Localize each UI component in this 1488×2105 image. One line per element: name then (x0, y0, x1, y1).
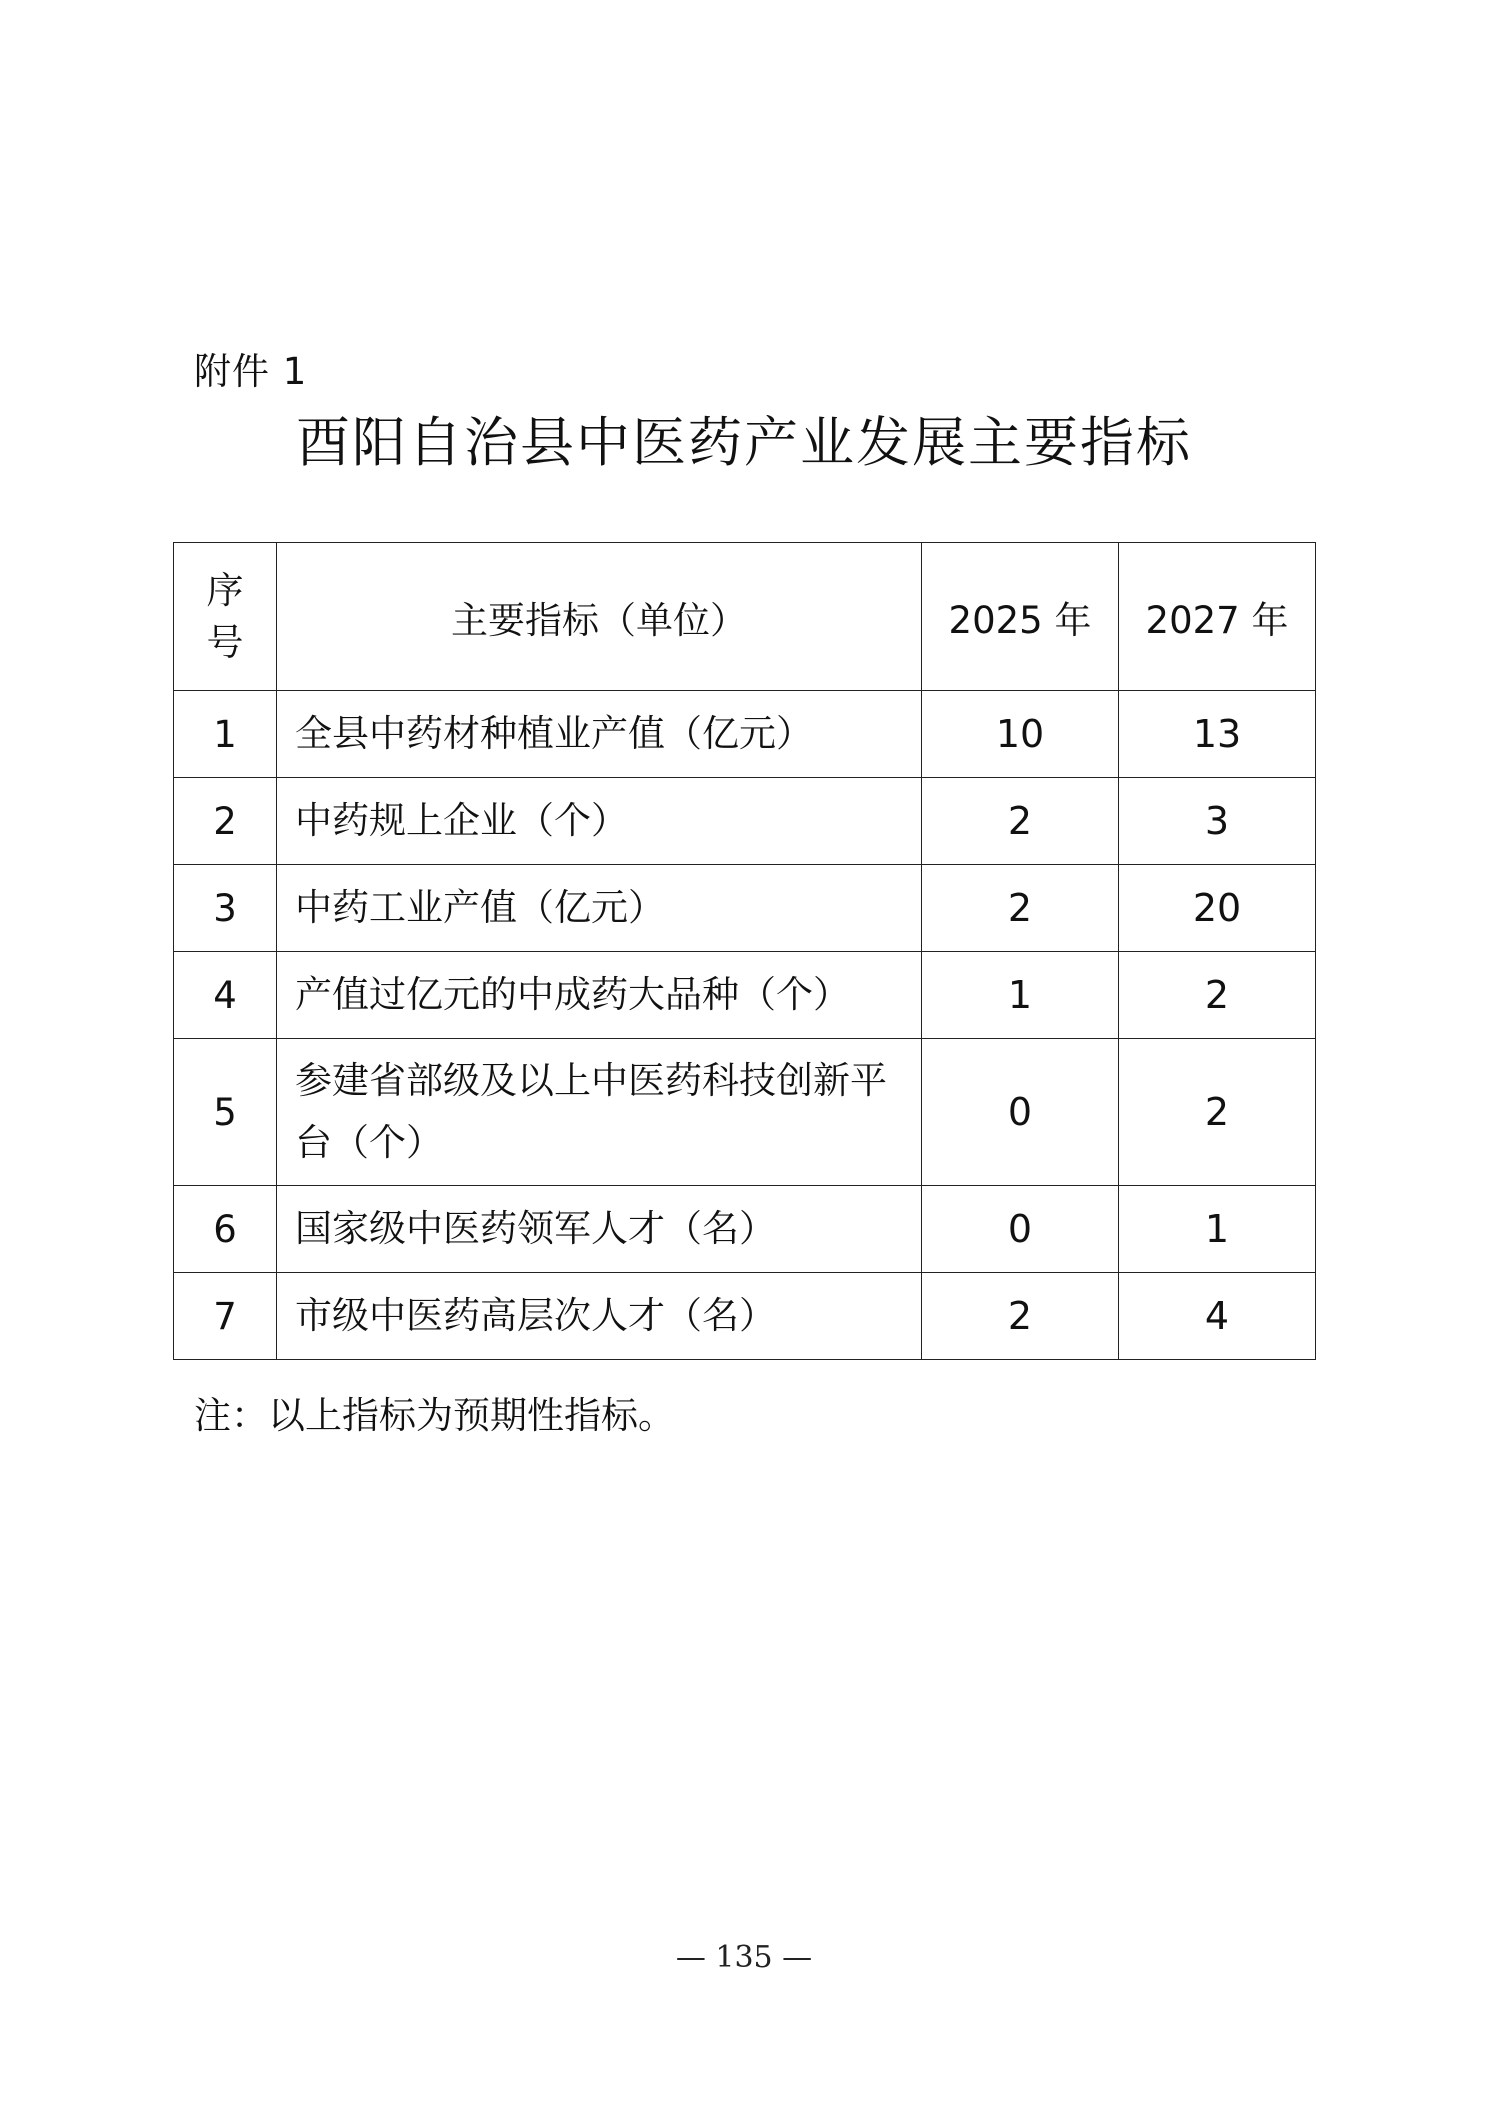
row-value-2025: 10 (922, 691, 1119, 778)
table-header-row (174, 543, 1316, 691)
row-value-2027: 2 (1119, 952, 1316, 1039)
row-value-2025: 0 (922, 1039, 1119, 1186)
table-row (174, 691, 1316, 778)
row-seq: 3 (174, 865, 277, 952)
table-row (174, 778, 1316, 865)
row-value-2027: 20 (1119, 865, 1316, 952)
row-value-2027: 1 (1119, 1186, 1316, 1273)
header-seq (174, 543, 277, 691)
row-indicator: 中药工业产值（亿元） (277, 865, 922, 952)
row-value-2025: 2 (922, 778, 1119, 865)
row-value-2027: 2 (1119, 1039, 1316, 1186)
row-value-2025: 0 (922, 1186, 1119, 1273)
row-indicator: 产值过亿元的中成药大品种（个） (277, 952, 922, 1039)
header-seq-line1: 序 (206, 568, 244, 612)
row-seq: 1 (174, 691, 277, 778)
header-year-2027: 2027 年 (1119, 543, 1316, 691)
page-number: — 135 — (675, 1940, 813, 1975)
row-value-2027: 13 (1119, 691, 1316, 778)
header-indicator: 主要指标（单位） (277, 543, 922, 691)
row-value-2025: 1 (922, 952, 1119, 1039)
table-note: 注：以上指标为预期性指标。 (194, 1394, 675, 1437)
table-row (174, 865, 1316, 952)
row-seq: 6 (174, 1186, 277, 1273)
row-seq: 7 (174, 1273, 277, 1360)
attachment-label: 附件 1 (194, 350, 308, 393)
row-indicator: 市级中医药高层次人才（名） (277, 1273, 922, 1360)
table-row (174, 1186, 1316, 1273)
row-value-2025: 2 (922, 1273, 1119, 1360)
row-value-2027: 3 (1119, 778, 1316, 865)
row-indicator: 国家级中医药领军人才（名） (277, 1186, 922, 1273)
page-title: 酉阳自治县中医药产业发展主要指标 (296, 411, 1192, 474)
row-value-2025: 2 (922, 865, 1119, 952)
row-indicator: 中药规上企业（个） (277, 778, 922, 865)
table-row (174, 1039, 1316, 1186)
table-row (174, 1273, 1316, 1360)
header-year-2025: 2025 年 (922, 543, 1119, 691)
row-indicator: 全县中药材种植业产值（亿元） (277, 691, 922, 778)
row-value-2027: 4 (1119, 1273, 1316, 1360)
row-indicator: 参建省部级及以上中医药科技创新平台（个） (277, 1039, 922, 1186)
table-row (174, 952, 1316, 1039)
row-seq: 4 (174, 952, 277, 1039)
indicator-table (173, 542, 1316, 1360)
header-seq-line2: 号 (206, 620, 244, 664)
row-seq: 5 (174, 1039, 277, 1186)
row-seq: 2 (174, 778, 277, 865)
